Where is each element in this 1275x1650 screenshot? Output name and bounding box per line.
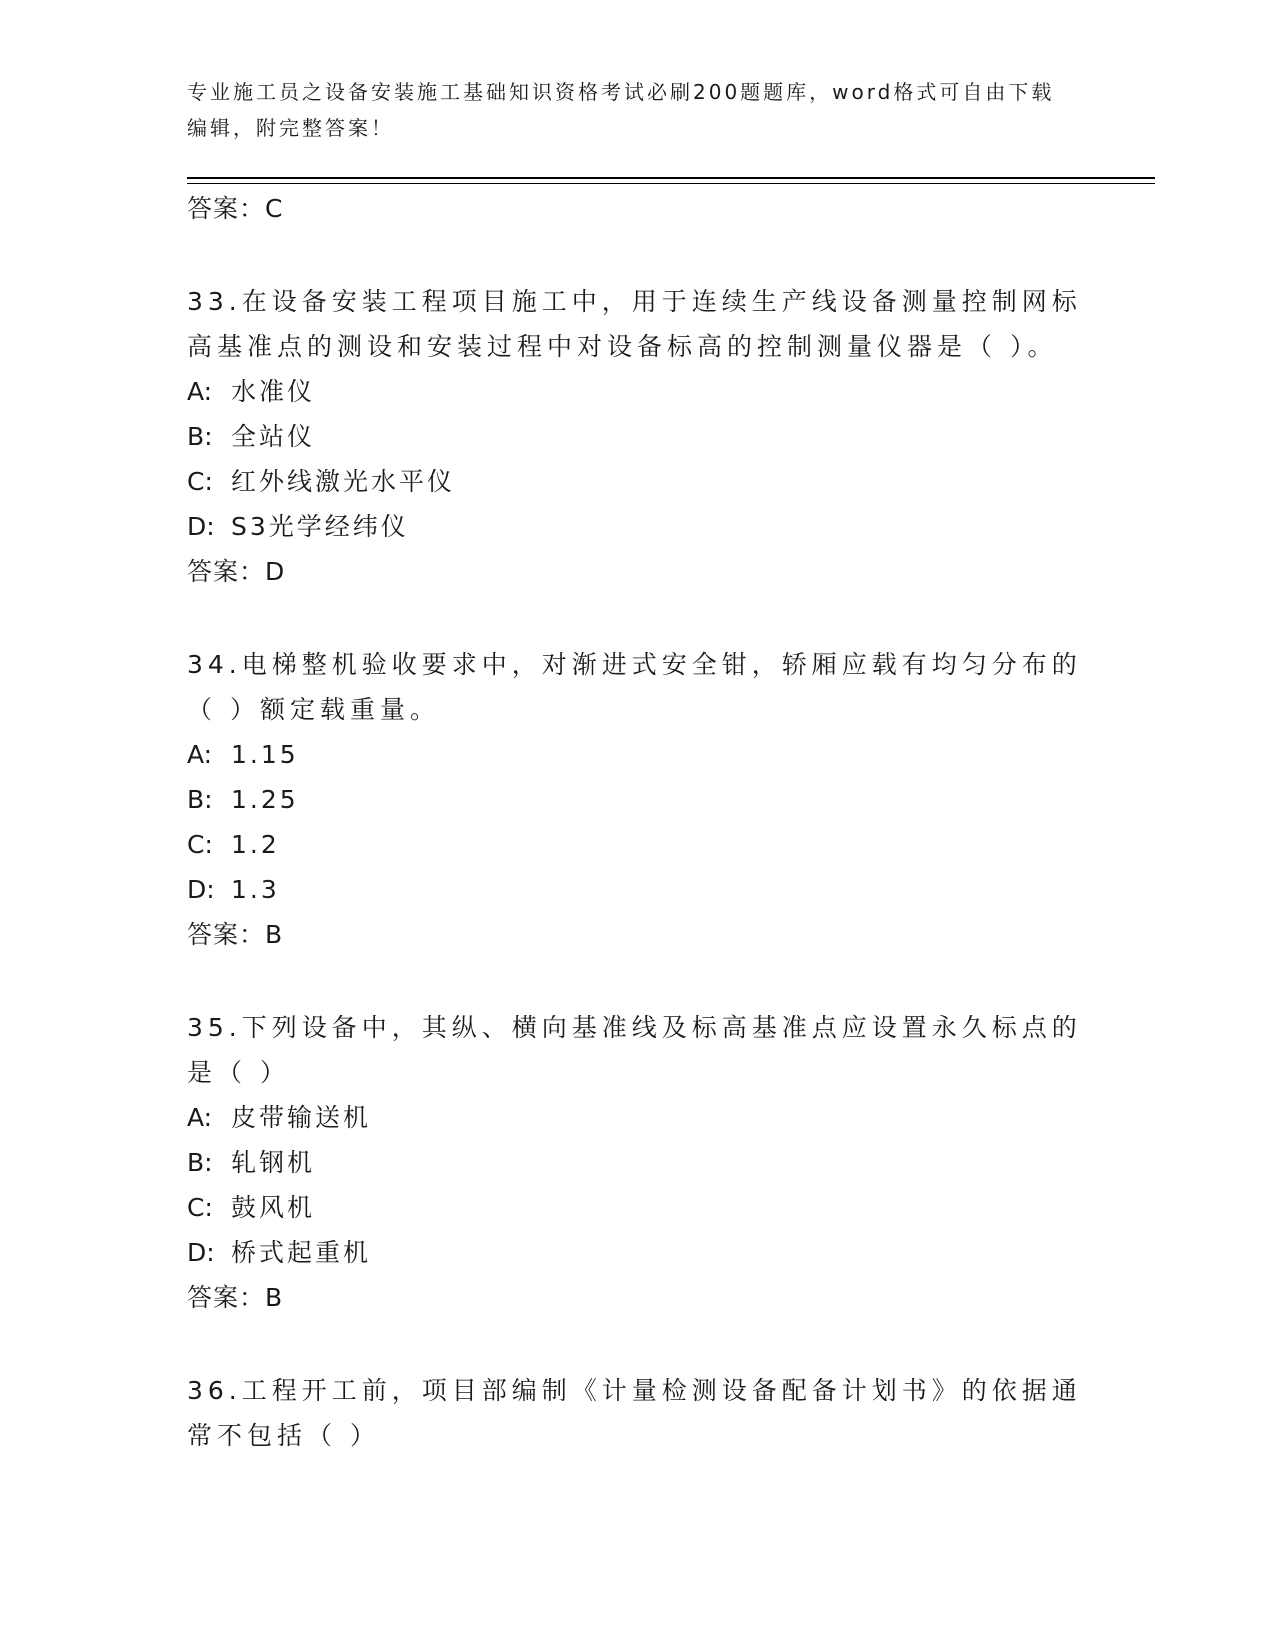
option-key: D: xyxy=(187,1238,215,1267)
option-text: 全站仪 xyxy=(231,422,316,451)
option-b xyxy=(187,414,1087,459)
option-key: A: xyxy=(187,740,213,769)
header-divider-thin xyxy=(187,183,1155,184)
option-b xyxy=(187,777,1087,822)
option-key: C: xyxy=(187,830,213,859)
option-a xyxy=(187,1095,1087,1140)
option-text: 红外线激光水平仪 xyxy=(231,467,456,496)
option-text: 1.2 xyxy=(231,830,280,859)
option-key: B: xyxy=(187,422,213,451)
option-b xyxy=(187,1140,1087,1185)
option-c xyxy=(187,1185,1087,1230)
option-a xyxy=(187,732,1087,777)
option-key: A: xyxy=(187,377,213,406)
header-divider-thick xyxy=(187,177,1155,179)
option-text: 鼓风机 xyxy=(231,1193,316,1222)
option-text: 1.3 xyxy=(231,875,280,904)
question-text: 33.在设备安装工程项目施工中，用于连续生产线设备测量控制网标高基准点的测设和安装过程中对设备标高的控制测量仪器是（ ）。 xyxy=(187,287,1082,361)
question-33 xyxy=(187,279,1087,594)
option-c xyxy=(187,822,1087,867)
question-34 xyxy=(187,642,1087,957)
option-key: A: xyxy=(187,1103,213,1132)
question-35 xyxy=(187,1005,1087,1320)
option-a xyxy=(187,369,1087,414)
option-c xyxy=(187,459,1087,504)
answer-line: 答案：B xyxy=(187,920,284,949)
option-key: B: xyxy=(187,785,213,814)
option-key: C: xyxy=(187,467,213,496)
option-key: C: xyxy=(187,1193,213,1222)
option-key: D: xyxy=(187,512,215,541)
option-text: S3光学经纬仪 xyxy=(231,512,409,541)
question-text: 36.工程开工前，项目部编制《计量检测设备配备计划书》的依据通常不包括（ ） xyxy=(187,1376,1082,1450)
question-36 xyxy=(187,1368,1087,1458)
option-d xyxy=(187,1230,1087,1275)
option-text: 1.15 xyxy=(231,740,299,769)
option-key: B: xyxy=(187,1148,213,1177)
question-list xyxy=(187,186,1087,1458)
previous-question-answer: 答案：C xyxy=(187,194,284,223)
document-header: 专业施工员之设备安装施工基础知识资格考试必刷200题题库，word格式可自由下载编辑，附完整答案！ xyxy=(187,80,1055,140)
option-text: 轧钢机 xyxy=(231,1148,316,1177)
option-key: D: xyxy=(187,875,215,904)
option-d xyxy=(187,504,1087,549)
question-text: 34.电梯整机验收要求中，对渐进式安全钳，轿厢应载有均匀分布的（ ）额定载重量。 xyxy=(187,650,1082,724)
answer-line: 答案：B xyxy=(187,1283,284,1312)
option-d xyxy=(187,867,1087,912)
option-text: 皮带输送机 xyxy=(231,1103,372,1132)
option-text: 水准仪 xyxy=(231,377,316,406)
answer-line: 答案：D xyxy=(187,557,286,586)
question-text: 35.下列设备中，其纵、横向基准线及标高基准点应设置永久标点的是（ ） xyxy=(187,1013,1082,1087)
option-text: 桥式起重机 xyxy=(231,1238,372,1267)
option-text: 1.25 xyxy=(231,785,299,814)
